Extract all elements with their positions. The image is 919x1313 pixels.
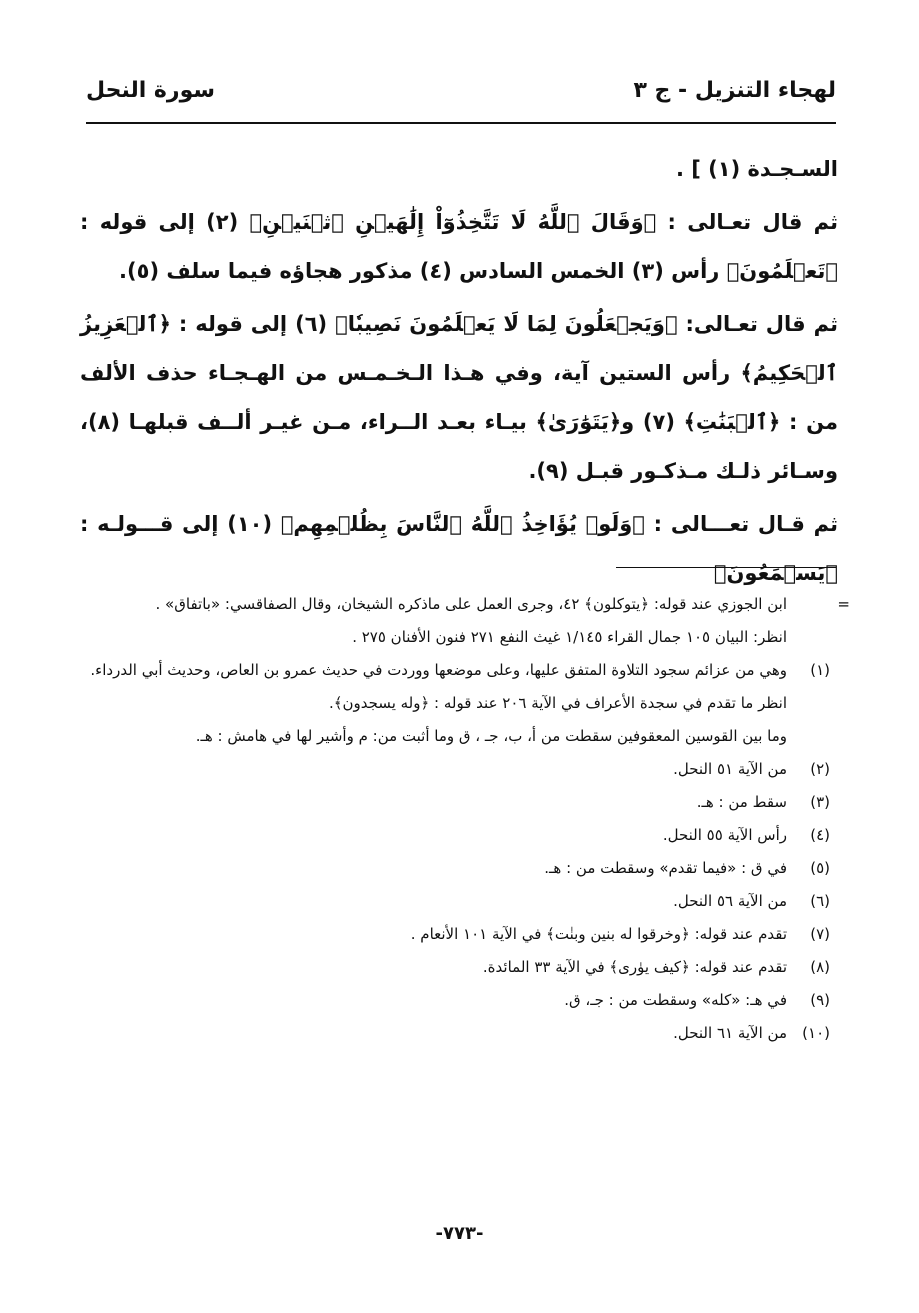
- footnote-2: [80, 753, 842, 786]
- footnote-line: من الآية ٥٦ النحل.: [673, 892, 787, 910]
- footnote-line: تقدم عند قوله: ﴿وخرقوا له بنين وبنٰت﴾ في الآية ١٠١ الأنعام .: [410, 925, 787, 943]
- footnote-number: (٣): [810, 793, 830, 811]
- paragraph: ثم قـال تعـــالى : ﴿وَلَوۡ يُؤَاخِذُ ٱللَّهُ ٱلنَّاسَ بِظُلۡمِهِم﴾ (١٠) إلى قـــولـه : ﴿يَسۡمَعُونَ﴾: [80, 512, 838, 585]
- paragraph: ثم قال تعـالى: ﴿وَيَجۡعَلُونَ لِمَا لَا يَعۡلَمُونَ نَصِيبٗا﴾ (٦) إلى قوله : ﴿ٱلۡعَزِيزُ ٱلۡحَكِيمُ﴾ رأس الستين آية، وفي هـذا الـخـمـس من الهـجـاء حذف الألف من : ﴿ٱلۡبَنَٰتِ﴾ (٧) و﴿يَتَوَٰرَىٰ﴾ بيـاء بعـد الــراء، مـن غيـر ألــف قبلهـا (٨)، وسـائر ذلـك مـذكـور قبـل (٩).: [80, 312, 838, 483]
- book-title: لهجاء التنزيل - ج ٣: [633, 78, 836, 103]
- page-number: -٧٧٣-: [435, 1223, 484, 1244]
- footnote-line: وما بين القوسين المعقوفين سقطت من أ، ب، جـ ، ق وما أثبت من: م وأشير لها في هامش : هـ.: [195, 727, 787, 745]
- page-header: [86, 78, 836, 124]
- footnote-line: من الآية ٦١ النحل.: [673, 1024, 787, 1042]
- footnote-1: [80, 654, 842, 753]
- footnotes: [80, 588, 850, 1050]
- footnote-6: [80, 885, 842, 918]
- footnote-line: سقط من : هـ.: [696, 793, 787, 811]
- footnote-3: [80, 786, 842, 819]
- footnote-number: (٨): [810, 958, 830, 976]
- paragraph: السـجـدة (١) ] .: [675, 157, 838, 181]
- footnote-number: (٦): [810, 892, 830, 910]
- continuation-mark: =: [837, 595, 850, 613]
- surah-title: سورة النحل: [86, 78, 216, 103]
- footnote-4: [80, 819, 842, 852]
- footnote-number: (٧): [810, 925, 830, 943]
- footnote-separator: [616, 567, 836, 568]
- footnote-line: في هـ: «كله» وسقطت من : جـ، ق.: [564, 991, 787, 1009]
- footnote-number: (٥): [810, 859, 830, 877]
- footnote-number: (٩): [810, 991, 830, 1009]
- footnote-7: [80, 918, 842, 951]
- footnote-10: [80, 1017, 842, 1050]
- footnote-number: (١٠): [802, 1024, 830, 1042]
- footnote-9: [80, 984, 842, 1017]
- footnote-number: (٤): [810, 826, 830, 844]
- footnote-line: تقدم عند قوله: ﴿كيف يوٰرى﴾ في الآية ٣٣ المائدة.: [482, 958, 787, 976]
- main-text: [80, 145, 838, 602]
- footnote-line: من الآية ٥١ النحل.: [673, 760, 787, 778]
- footnote-number: (١): [810, 661, 830, 679]
- paragraph: ثم قال تعـالى : ﴿وَقَالَ ٱللَّهُ لَا تَتَّخِذُوٓاْ إِلَٰهَيۡنِ ٱثۡنَيۡنِ﴾ (٢) إلى قوله : ﴿تَعۡلَمُونَ﴾ رأس (٣) الخمس السادس (٤) مذكور هجاؤه فيما سلف (٥).: [80, 210, 838, 283]
- footnote-8: [80, 951, 842, 984]
- footnote-number: (٢): [810, 760, 830, 778]
- footnote-line: انظر: البيان ١٠٥ جمال القراء ١/١٤٥ غيث النفع ٢٧١ فنون الأفنان ٢٧٥ .: [352, 628, 787, 646]
- footnote-line: رأس الآية ٥٥ النحل.: [662, 826, 787, 844]
- footnote-line: ابن الجوزي عند قوله: ﴿يتوكلون﴾ ٤٢، وجرى العمل على ماذكره الشيخان، وقال الصفاقسي: «باتفاق» .: [155, 595, 787, 613]
- footnote-line: انظر ما تقدم في سجدة الأعراف في الآية ٢٠٦ عند قوله : ﴿وله يسجدون﴾.: [328, 694, 787, 712]
- footnote-continuation: [80, 588, 850, 654]
- footnote-line: وهي من عزائم سجود التلاوة المتفق عليها، وعلى موضعها ووردت في حديث عمرو بن العاص، وحديث أبي الدرداء.: [90, 661, 787, 679]
- footnote-5: [80, 852, 842, 885]
- footnote-line: في ق : «فيما تقدم» وسقطت من : هـ.: [544, 859, 787, 877]
